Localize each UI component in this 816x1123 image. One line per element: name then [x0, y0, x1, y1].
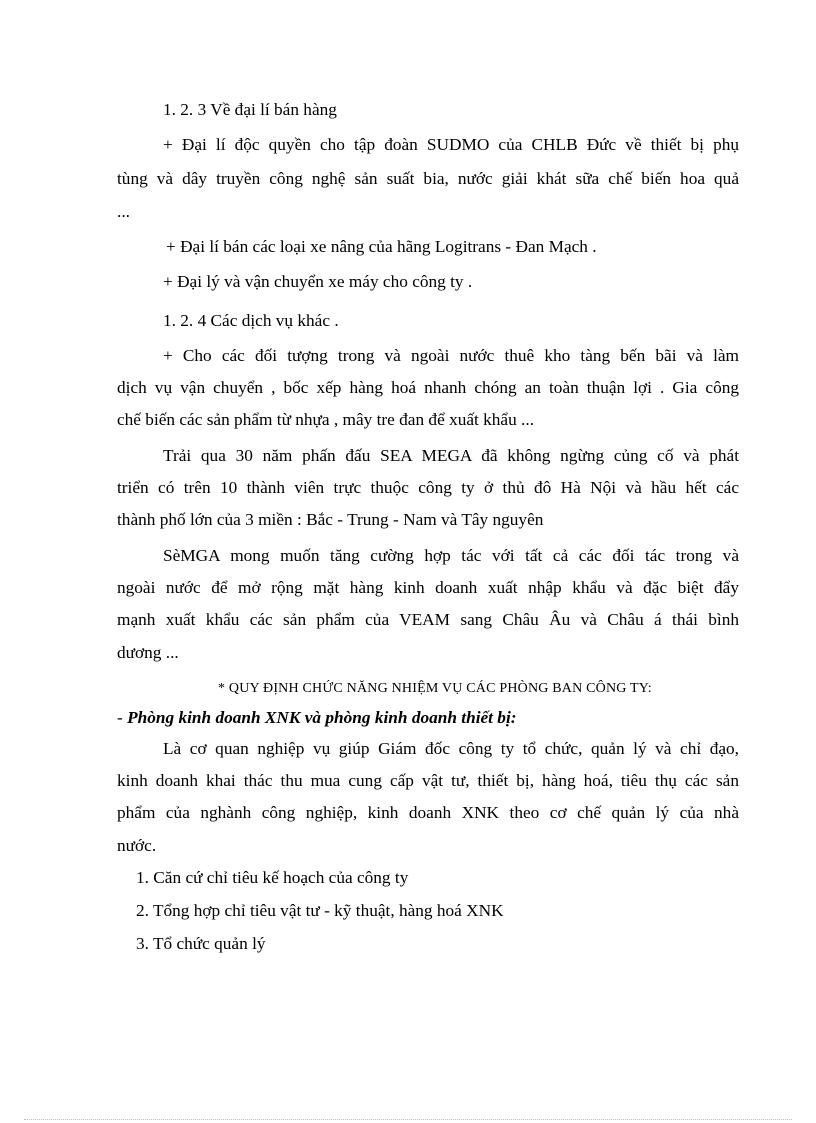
paragraph-line: + Đại lí độc quyền cho tập đoàn SUDMO của CHLB Đức về thiết bị phụ — [163, 135, 739, 154]
paragraph-line: + Đại lý và vận chuyển xe máy cho công ty . — [163, 272, 473, 291]
paragraph-line: Trải qua 30 năm phấn đấu SEA MEGA đã không ngừng củng cố và phát — [163, 446, 739, 465]
section-heading-1-2-4: 1. 2. 4 Các dịch vụ khác . — [163, 311, 339, 330]
footer-divider — [24, 1119, 792, 1120]
paragraph-line: + Đại lí bán các loại xe nâng của hãng Logitrans - Đan Mạch . — [166, 237, 597, 256]
list-item: 2. Tổng hợp chỉ tiêu vật tư - kỹ thuật, hàng hoá XNK — [136, 901, 504, 920]
regulation-heading: * QUY ĐỊNH CHỨC NĂNG NHIỆM VỤ CÁC PHÒNG BAN CÔNG TY: — [218, 681, 652, 696]
list-item: 1. Căn cứ chỉ tiêu kế hoạch của công ty — [136, 868, 409, 887]
paragraph-line: Là cơ quan nghiệp vụ giúp Giám đốc công ty tổ chức, quản lý và chỉ đạo, — [163, 739, 739, 758]
paragraph-line: dương ... — [117, 643, 179, 662]
department-dash: - — [117, 708, 128, 727]
paragraph-line: + Cho các đối tượng trong và ngoài nước thuê kho tàng bến bãi và làm — [163, 346, 739, 365]
paragraph-line: thành phố lớn của 3 miền : Bắc - Trung - Nam và Tây nguyên — [117, 510, 544, 529]
paragraph-line: triển có trên 10 thành viên trực thuộc công ty ở thủ đô Hà Nội và hầu hết các — [117, 478, 739, 497]
list-item: 3. Tổ chức quản lý — [136, 934, 266, 953]
department-heading-text: Phòng kinh doanh XNK và phòng kinh doanh thiết bị: — [127, 708, 517, 727]
paragraph-line: chế biến các sản phẩm từ nhựa , mây tre đan để xuất khẩu ... — [117, 410, 535, 429]
section-heading-1-2-3: 1. 2. 3 Về đại lí bán hàng — [163, 100, 337, 119]
paragraph-line: ... — [117, 202, 130, 221]
paragraph-line: SèMGA mong muốn tăng cường hợp tác với tất cả các đối tác trong và — [163, 546, 739, 565]
paragraph-line: phẩm của nghành công nghiệp, kinh doanh XNK theo cơ chế quản lý của nhà — [117, 803, 739, 822]
paragraph-line: ngoài nước để mở rộng mặt hàng kinh doanh xuất nhập khẩu và đặc biệt đẩy — [117, 578, 739, 597]
paragraph-line: mạnh xuất khẩu các sản phẩm của VEAM sang Châu Âu và Châu á thái bình — [117, 610, 739, 629]
department-heading — [117, 707, 517, 729]
paragraph-line: dịch vụ vận chuyển , bốc xếp hàng hoá nhanh chóng an toàn thuận lợi . Gia công — [117, 378, 739, 397]
paragraph-line: tùng và dây truyền công nghệ sản suất bia, nước giải khát sữa chế biến hoa quả — [117, 169, 739, 188]
paragraph-line: kinh doanh khai thác thu mua cung cấp vật tư, thiết bị, hàng hoá, tiêu thụ các sản — [117, 771, 739, 790]
paragraph-line: nước. — [117, 836, 157, 855]
